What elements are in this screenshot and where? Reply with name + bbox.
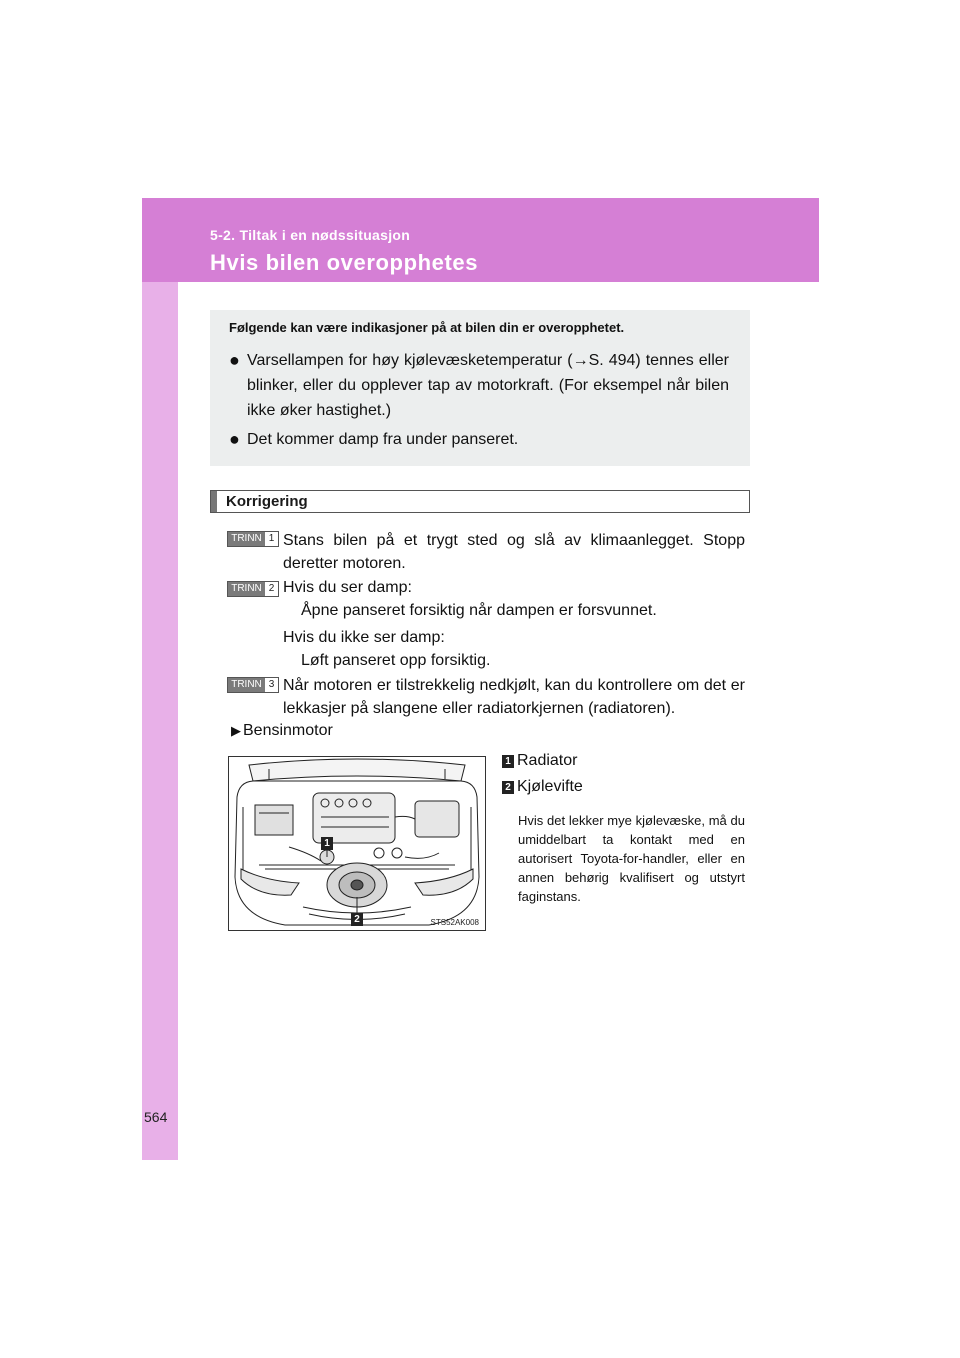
info-bullet bbox=[229, 427, 729, 452]
step-badge-number: 3 bbox=[268, 679, 275, 690]
triangle-right-icon: ▶ bbox=[231, 723, 241, 738]
correction-heading-bar bbox=[210, 490, 750, 513]
step-2-if-steam: Hvis du ser damp: bbox=[283, 579, 412, 596]
step-1-text: Stans bilen på et trygt sted og slå av klimaanlegget. Stopp deretter motoren. bbox=[283, 532, 745, 572]
legend-item-cooling-fan bbox=[502, 778, 583, 796]
step-badge-number: 2 bbox=[268, 583, 275, 594]
legend-label: Kjølevifte bbox=[517, 778, 583, 795]
page-title: Hvis bilen overopphetes bbox=[210, 250, 479, 275]
legend-number: 2 bbox=[502, 781, 514, 794]
bullet-dot-icon: ● bbox=[229, 350, 240, 370]
legend-label: Radiator bbox=[517, 752, 578, 769]
step-badge bbox=[227, 531, 279, 547]
step-2-if-no-steam: Hvis du ikke ser damp: bbox=[283, 629, 445, 646]
page-number: 564 bbox=[144, 1109, 168, 1125]
legend-item-radiator bbox=[502, 752, 577, 770]
callout-1: 1 bbox=[321, 837, 333, 850]
step-badge bbox=[227, 581, 279, 597]
bullet-dot-icon: ● bbox=[229, 429, 240, 449]
leak-note: Hvis det lekker mye kjølevæske, må du umiddelbart ta kontakt med en autorisert Toyota-for-handler, eller en annen behørig kvalifisert og utstyrt faginstans. bbox=[518, 813, 745, 904]
callout-2: 2 bbox=[351, 913, 363, 926]
section-label: 5-2. Tiltak i en nødssituasjon bbox=[210, 227, 411, 243]
step-3-text: Når motoren er tilstrekkelig nedkjølt, kan du kontrollere om det er lekkasjer på slangene eller radiatorkjernen (radiatoren). bbox=[283, 677, 745, 717]
engine-bay-illustration bbox=[229, 757, 485, 930]
legend-number: 1 bbox=[502, 755, 514, 768]
step-2-if-no-steam-action: Løft panseret opp forsiktig. bbox=[301, 652, 491, 669]
diagram-code: STS52AK008 bbox=[430, 918, 479, 927]
engine-type-text: Bensinmotor bbox=[243, 722, 333, 739]
step-badge-word: TRINN bbox=[228, 678, 265, 692]
step-badge bbox=[227, 677, 279, 693]
correction-heading: Korrigering bbox=[226, 493, 308, 510]
info-heading: Følgende kan være indikasjoner på at bilen din er overopphetet. bbox=[229, 320, 625, 335]
engine-bay-diagram bbox=[228, 756, 486, 931]
step-badge-number: 1 bbox=[268, 533, 275, 544]
side-color-band bbox=[142, 198, 178, 1160]
info-bullet-text: Varsellampen for høy kjølevæsketemperatur (→S. 494) tennes eller blinker, eller du opplever tap av motorkraft. (For eksempel når bilen ikke øker hastighet.) bbox=[247, 352, 729, 419]
info-bullet bbox=[229, 348, 729, 423]
step-2-content bbox=[283, 576, 745, 672]
step-badge-word: TRINN bbox=[228, 582, 265, 596]
step-2-if-steam-action: Åpne panseret forsiktig når dampen er forsvunnet. bbox=[301, 602, 657, 619]
info-bullet-text: Det kommer damp fra under panseret. bbox=[247, 431, 519, 448]
step-badge-word: TRINN bbox=[228, 532, 265, 546]
info-box bbox=[210, 310, 750, 466]
engine-type-label bbox=[231, 722, 333, 740]
heading-accent bbox=[211, 491, 217, 512]
